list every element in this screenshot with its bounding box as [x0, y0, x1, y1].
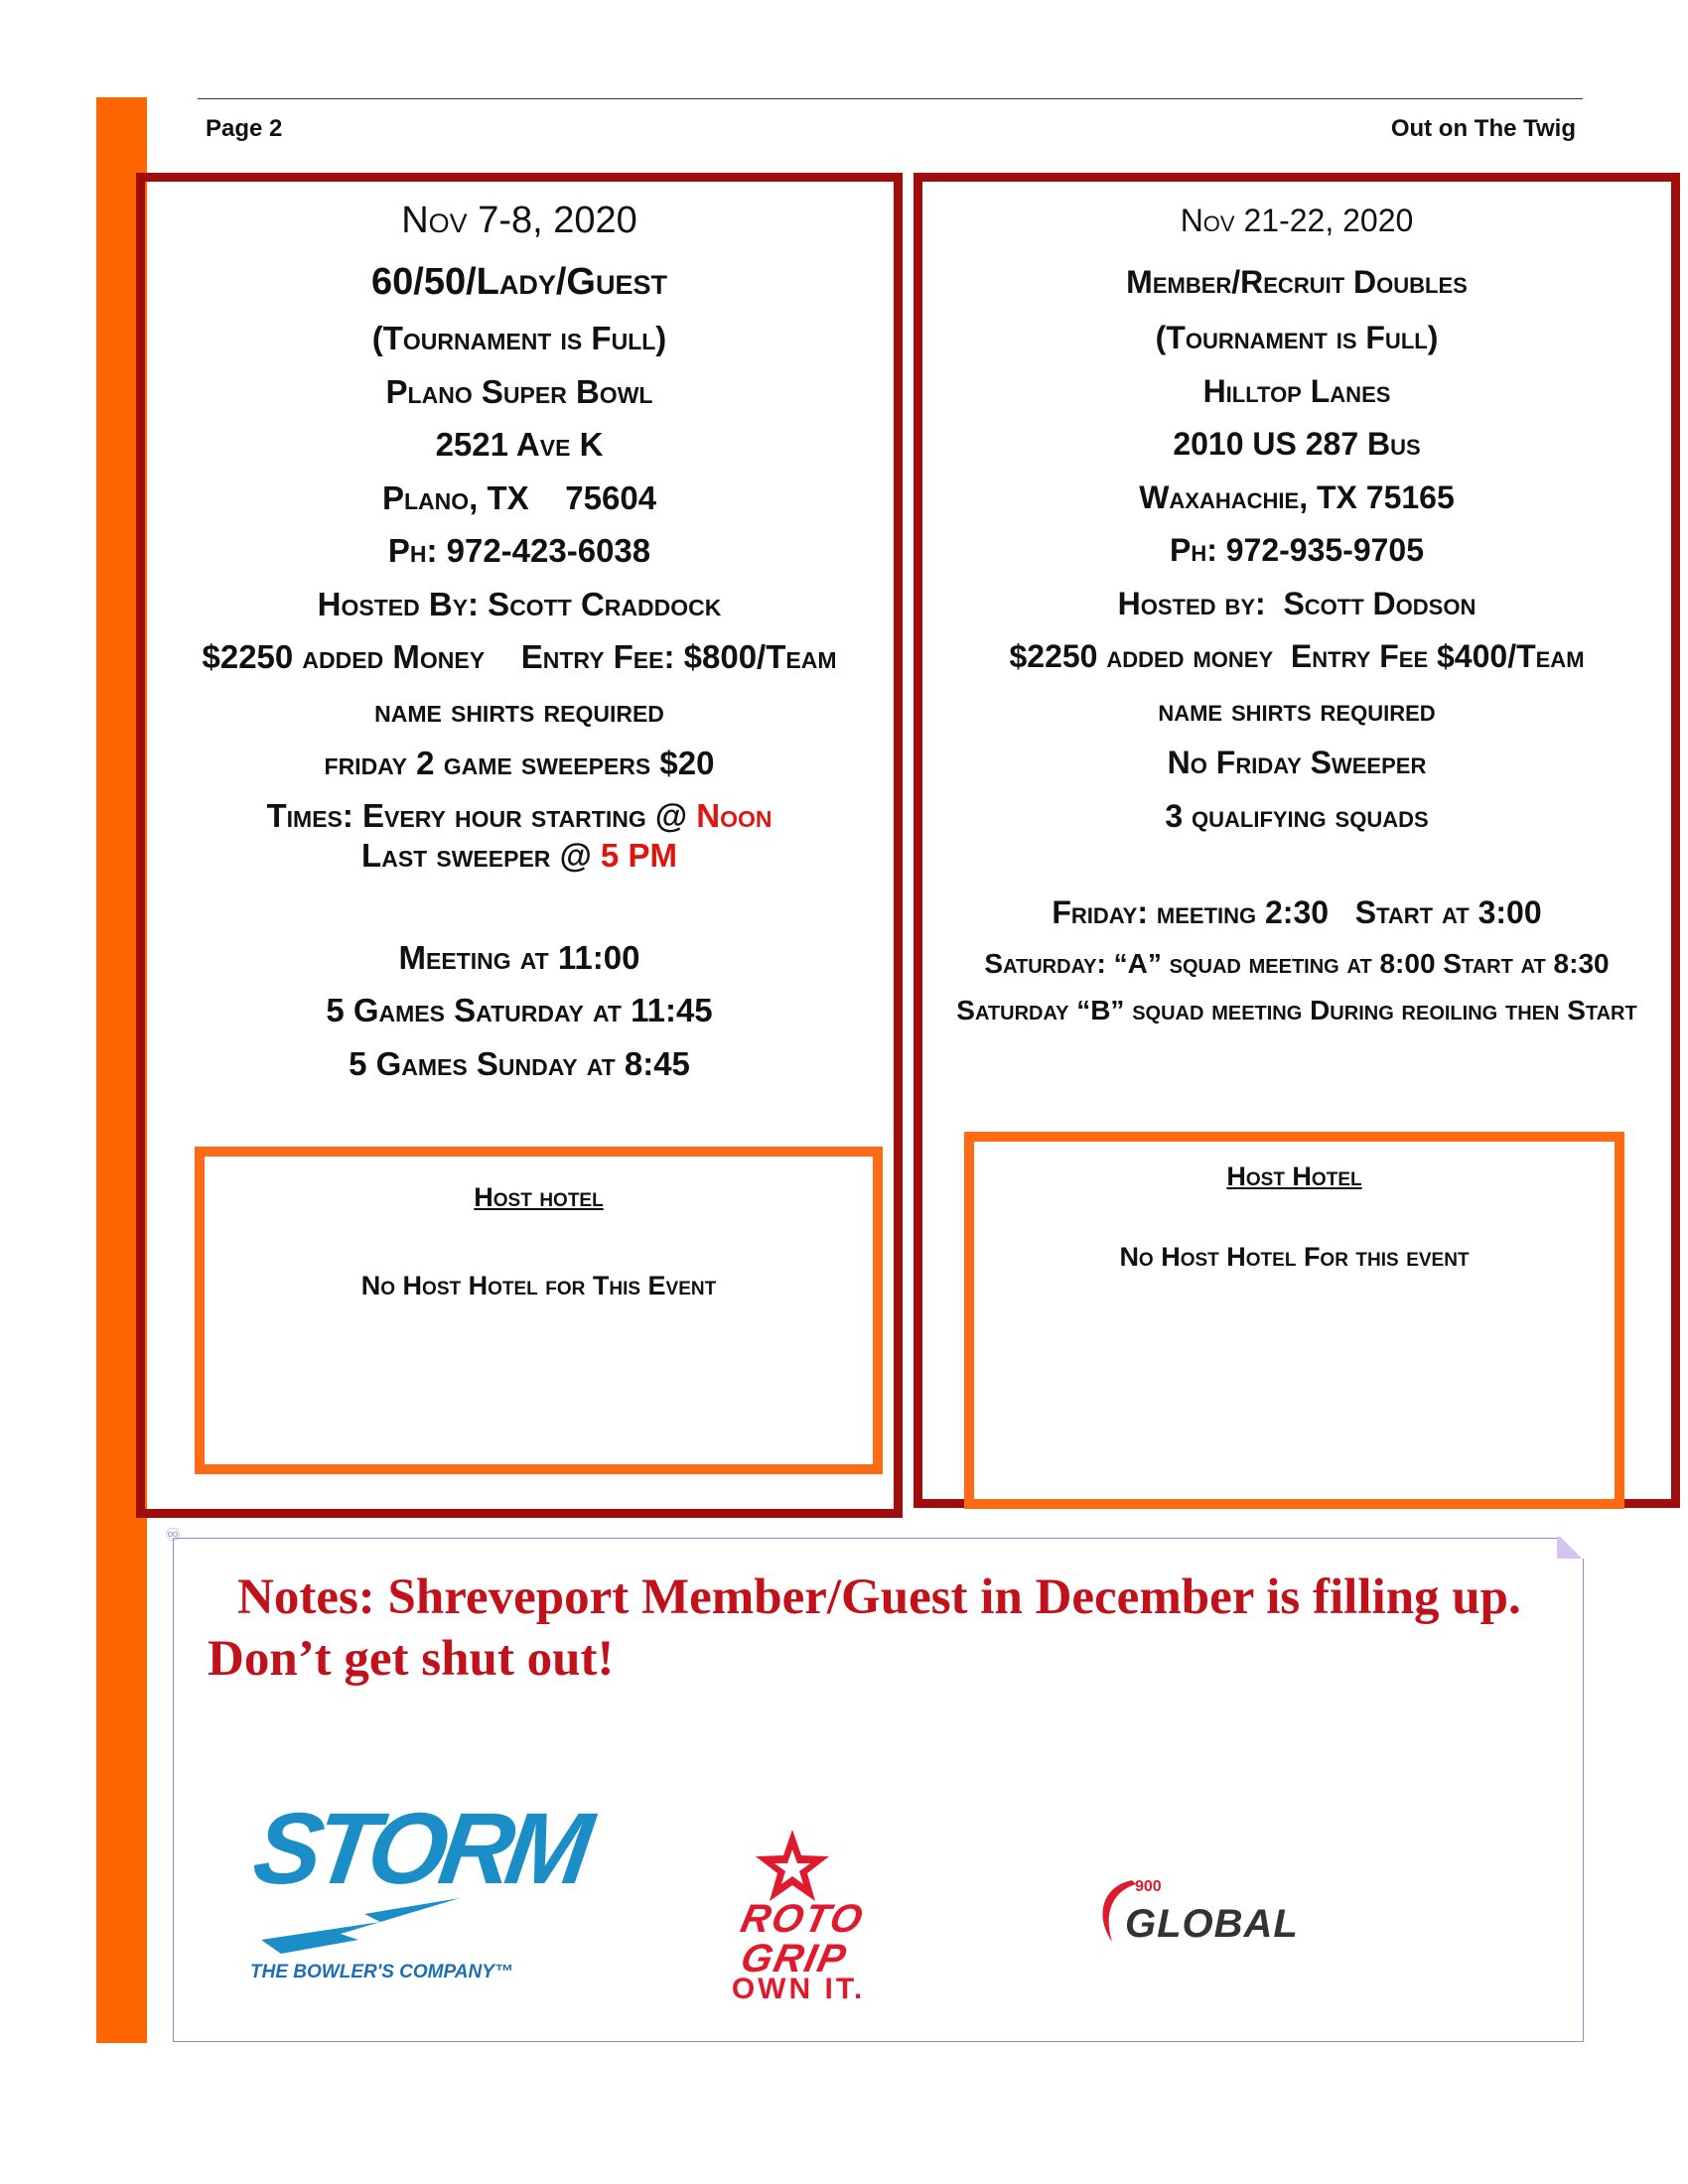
event-status: (Tournament is Full): [371, 320, 667, 356]
event-name: Member/Recruit Doubles: [1126, 264, 1468, 300]
host-hotel-title: Host Hotel: [1226, 1161, 1362, 1191]
event-saturday-a: Saturday: “A” squad meeting at 8:00 Start at 8:30: [984, 947, 1610, 979]
header-rule: [198, 98, 1583, 99]
page-fold-icon: [1557, 1537, 1585, 1559]
event-phone: Ph: 972-423-6038: [387, 532, 651, 569]
event-sunday: 5 Games Sunday at 8:45: [349, 1044, 690, 1082]
event-money: $2250 added money Entry Fee $400/Team: [1009, 638, 1585, 674]
event-friday: Friday: meeting 2:30 Start at 3:00: [1052, 894, 1542, 930]
event-city: Waxahachie, TX 75165: [1139, 478, 1455, 515]
event-address: 2010 US 287 Bus: [1173, 426, 1421, 462]
host-hotel-text: No Host Hotel For this event: [1119, 1242, 1470, 1272]
event-money: $2250 added Money Entry Fee: $800/Team: [202, 638, 837, 675]
host-hotel-box: [195, 1147, 883, 1474]
last-highlight: 5 PM: [600, 836, 677, 874]
event-times: [145, 796, 894, 836]
event-city: Plano, TX 75604: [381, 478, 657, 516]
event-saturday: 5 Games Saturday at 11:45: [326, 992, 713, 1028]
event-saturday-b: Saturday “B” squad meeting During reoiling then Start: [956, 994, 1637, 1025]
event-shirts: name shirts required: [1158, 691, 1436, 728]
event-status: (Tournament is Full): [1155, 320, 1439, 355]
event-host: Hosted by: Scott Dodson: [1117, 585, 1477, 621]
event-card-nov-21: [914, 173, 1680, 1508]
notes-box: [165, 1525, 1584, 2042]
event-meeting: Meeting at 11:00: [398, 938, 640, 976]
last-prefix: Last sweeper @: [361, 836, 601, 874]
host-hotel-text: No Host Hotel for This Event: [360, 1271, 717, 1300]
page-number: Page 2: [206, 115, 283, 142]
event-name: 60/50/Lady/Guest: [371, 261, 667, 303]
global-logo: GLOBAL: [1125, 1902, 1299, 1946]
notes-text: Notes: Shreveport Member/Guest in December is filling up. Don’t get shut out!: [208, 1570, 1521, 1687]
roto-slogan: OWN IT.: [731, 1973, 866, 2005]
event-date: Nov 21-22, 2020: [1180, 203, 1414, 238]
times-highlight: Noon: [696, 796, 773, 834]
host-hotel-box: [964, 1132, 1624, 1509]
event-card-nov-7: [136, 173, 903, 1518]
event-phone: Ph: 972-935-9705: [1169, 532, 1425, 568]
event-sweepers: friday 2 game sweepers $20: [324, 745, 715, 781]
event-venue: Plano Super Bowl: [385, 372, 653, 410]
lightning-bolt-icon: [261, 1896, 460, 1956]
pin-icon: ♾: [165, 1525, 182, 1545]
event-venue: Hilltop Lanes: [1202, 372, 1391, 409]
storm-logo: STORM: [247, 1792, 593, 1905]
roto-grip-logo: [695, 1899, 901, 1979]
times-prefix: Times: Every hour starting @: [266, 796, 697, 834]
event-address: 2521 Ave K: [435, 426, 604, 463]
storm-tagline: THE BOWLER'S COMPANY™: [250, 1962, 513, 1982]
event-last-sweeper: [145, 836, 894, 876]
event-host: Hosted By: Scott Craddock: [317, 585, 722, 622]
event-date: Nov 7-8, 2020: [401, 200, 637, 241]
host-hotel-title: Host hotel: [474, 1182, 604, 1212]
global-900-mark: 900: [1135, 1878, 1162, 1895]
event-squads: 3 qualifying squads: [1165, 797, 1429, 834]
star-icon: [756, 1830, 829, 1901]
roto-line-1: ROTO: [737, 1897, 869, 1941]
newsletter-title: Out on The Twig: [1390, 115, 1576, 142]
roto-line-2: GRIP: [737, 1937, 852, 1980]
event-shirts: name shirts required: [374, 691, 664, 729]
event-sweeper: No Friday Sweeper: [1167, 745, 1427, 780]
